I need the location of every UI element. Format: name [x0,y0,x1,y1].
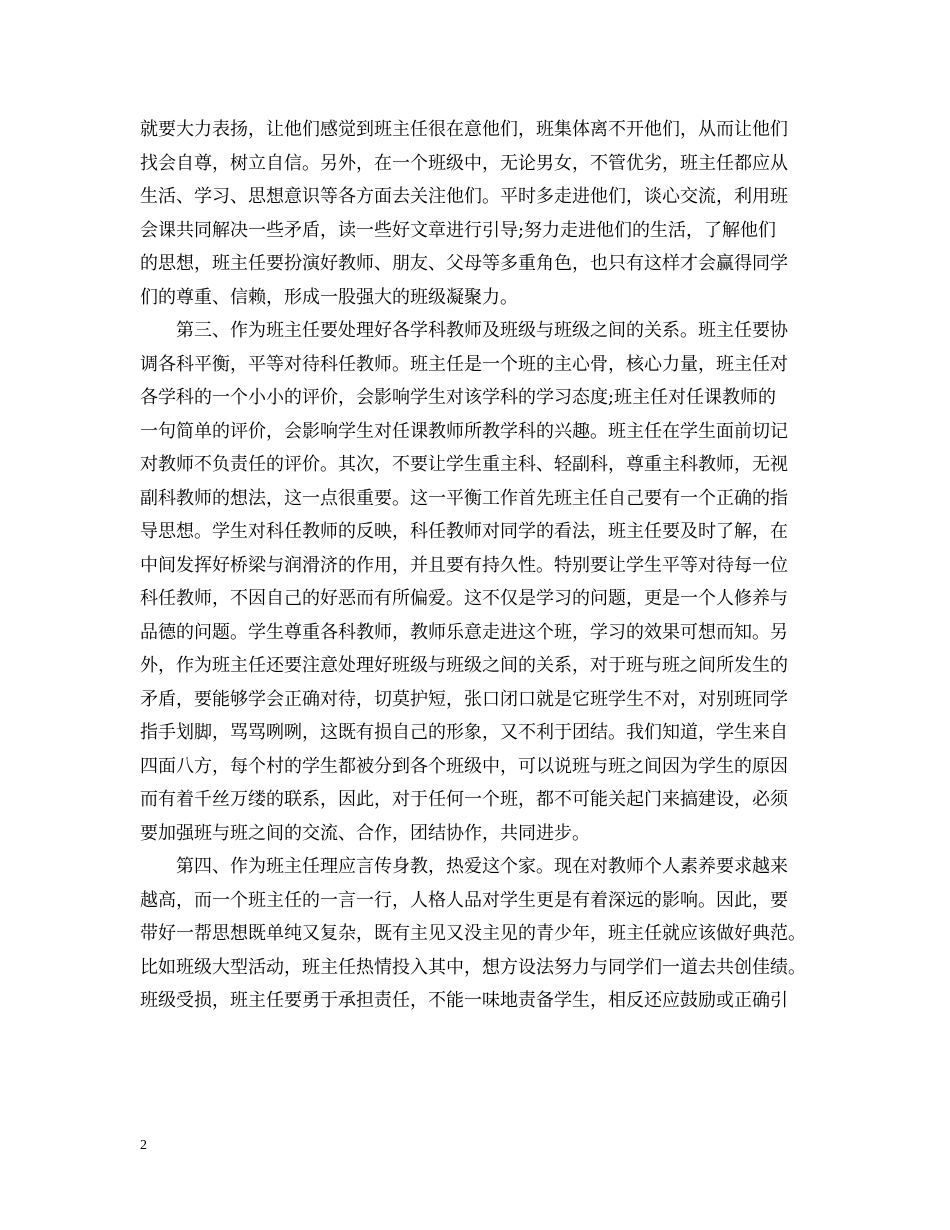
text-line: 而有着千丝万缕的联系，因此，对于任何一个班，都不可能关起门来搞建设，必须 [140,789,788,810]
text-line: 对教师不负责任的评价。其次，不要让学生重主科、轻副科，尊重主科教师，无视 [140,454,788,475]
text-line: 班级受损，班主任要勇于承担责任，不能一味地责备学生，相反还应鼓励或正确引 [140,990,788,1011]
text-line: 越高，而一个班主任的一言一行，人格人品对学生更是有着深远的影响。因此，要 [140,889,788,911]
text-line: 一句简单的评价，会影响学生对任课教师所教学科的兴趣。班主任在学生面前切记 [140,420,788,442]
text-line: 各学科的一个小小的评价，会影响学生对该学科的学习态度;班主任对任课教师的 [140,387,777,408]
text-line: 找会自尊，树立自信。另外，在一个班级中，无论男女，不管优劣，班主任都应从 [140,152,788,174]
text-line: 第三、作为班主任要处理好各学科教师及班级与班级之间的关系。班主任要协 [140,320,788,341]
text-line: 外，作为班主任还要注意处理好班级与班级之间的关系，对于班与班之间所发生的 [140,655,788,676]
page-number: 2 [140,1138,147,1153]
text-line: 副科教师的想法，这一点很重要。这一平衡工作首先班主任自己要有一个正确的指 [140,487,788,509]
text-line: 四面八方，每个村的学生都被分到各个班级中，可以说班与班之间因为学生的原因 [140,755,788,777]
text-line: 会课共同解决一些矛盾，读一些好文章进行引导;努力走进他们的生活，了解他们 [140,219,777,241]
text-line: 比如班级大型活动，班主任热情投入其中，想方设法努力与同学们一道去共创佳绩。 [140,956,806,978]
text-line: 就要大力表扬，让他们感觉到班主任很在意他们，班集体离不开他们，从而让他们 [140,119,788,140]
text-line: 带好一帮思想既单纯又复杂，既有主见又没主见的青少年，班主任就应该做好典范。 [140,923,806,944]
text-line: 指手划脚，骂骂咧咧，这既有损自己的形象，又不利于团结。我们知道，学生来自 [140,722,788,743]
text-line: 矛盾，要能够学会正确对待，切莫护短，张口闭口就是它班学生不对，对别班同学 [140,688,788,710]
text-line: 导思想。学生对科任教师的反映，科任教师对同学的看法，班主任要及时了解，在 [140,521,788,542]
text-line: 的思想，班主任要扮演好教师、朋友、父母等多重角色，也只有这样才会赢得同学 [140,253,788,274]
text-line: 中间发挥好桥梁与润滑济的作用，并且要有持久性。特别要让学生平等对待每一位 [140,554,788,576]
text-line: 调各科平衡，平等对待科任教师。班主任是一个班的主心骨，核心力量，班主任对 [140,353,788,375]
text-line: 们的尊重、信赖，形成一股强大的班级凝聚力。 [140,286,518,308]
text-line: 科任教师，不因自己的好恶而有所偏爱。这不仅是学习的问题，更是一个人修养与 [140,588,788,609]
text-line: 要加强班与班之间的交流、合作，团结协作，共同进步。 [140,822,590,844]
body-text [140,113,830,1018]
text-line: 品德的问题。学生尊重各科教师，教师乐意走进这个班，学习的效果可想而知。另 [140,621,788,643]
text-line: 生活、学习、思想意识等各方面去关注他们。平时多走进他们，谈心交流，利用班 [140,186,788,207]
text-line: 第四、作为班主任理应言传身教，热爱这个家。现在对教师个人素养要求越来 [140,856,788,877]
